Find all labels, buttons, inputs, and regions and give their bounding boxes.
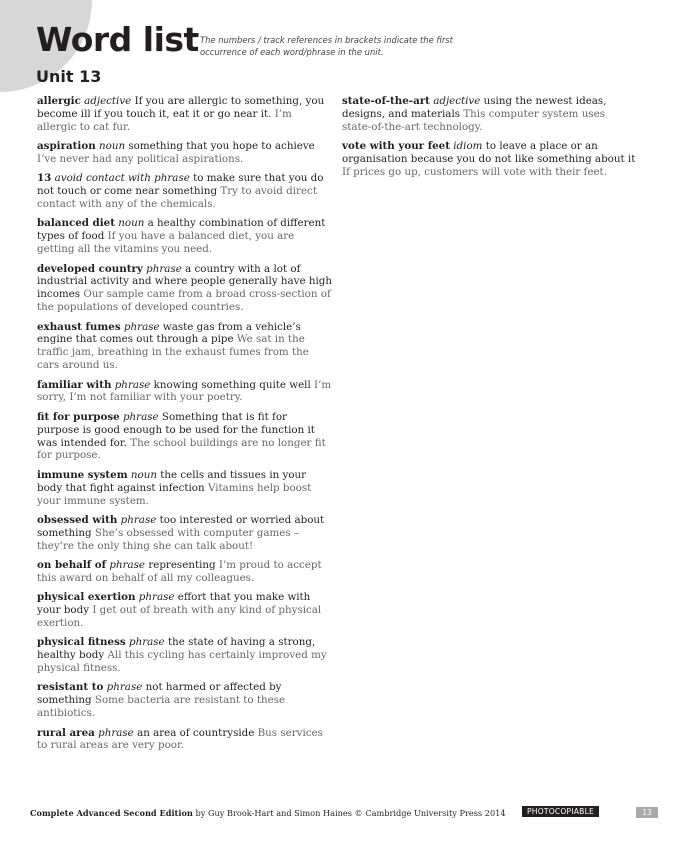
entry-headword: developed country <box>37 262 143 275</box>
entry-headword: vote with your feet <box>342 140 450 153</box>
word-entry <box>37 681 332 720</box>
word-entry <box>37 263 332 315</box>
entry-part-of-speech: phrase <box>109 559 146 571</box>
word-entry <box>37 469 332 508</box>
entry-headword: fit for purpose <box>37 410 120 423</box>
entry-part-of-speech: phrase <box>146 262 182 275</box>
entry-example: Our sample came from a broad cross-section of the populations of developed countries. <box>37 288 331 314</box>
entry-headword: state-of-the-art <box>342 95 430 107</box>
word-entry <box>37 727 332 753</box>
word-entry <box>342 95 637 134</box>
entry-part-of-speech: phrase <box>123 320 160 333</box>
word-entry <box>37 514 332 553</box>
word-entry <box>342 140 637 179</box>
entry-example: This computer system uses state-of-the-art technology. <box>342 107 605 133</box>
entry-example: If you have a balanced diet, you are getting all the vitamins you need. <box>37 230 295 256</box>
footer-credit-text: by Guy Brook-Hart and Simon Haines © Cambridge University Press 2014 <box>192 808 506 818</box>
entry-headword: physical exertion <box>37 591 136 604</box>
entry-definition: to make sure that you do not touch or come near something <box>37 172 324 198</box>
entry-example: I’m sorry, I’m not familiar with your poetry. <box>37 378 332 404</box>
word-entry <box>37 559 332 585</box>
entry-part-of-speech: phrase <box>106 681 143 694</box>
entry-definition: using the newest ideas, designs, and materials <box>342 95 607 120</box>
word-entry <box>37 636 332 675</box>
entry-definition: too interested or worried about something <box>37 513 325 539</box>
entry-example: The school buildings are no longer fit for purpose. <box>37 436 326 462</box>
header-note: The numbers / track references in brackets indicate the first occurrence of each word/phrase in the unit. <box>200 35 453 57</box>
word-entry <box>37 217 332 256</box>
entry-definition: knowing something quite well <box>153 378 311 391</box>
entry-headword: familiar with <box>37 378 112 391</box>
entry-definition: Something that is fit for purpose is good enough to be used for the function it was intended for. <box>37 410 315 449</box>
entry-headword: immune system <box>37 468 128 481</box>
word-list-right-column <box>342 95 637 185</box>
entry-definition: not harmed or affected by something <box>37 681 282 707</box>
word-entry <box>37 379 332 405</box>
entry-number: 13 <box>37 172 52 185</box>
entry-headword: exhaust fumes <box>37 320 121 333</box>
entry-example: Some bacteria are resistant to these antibiotics. <box>37 694 286 720</box>
entry-part-of-speech: noun <box>130 468 157 481</box>
entry-headword: physical fitness <box>37 636 126 649</box>
entry-definition: effort that you make with your body <box>37 591 311 617</box>
entry-part-of-speech: noun <box>98 140 126 153</box>
entry-part-of-speech: phrase <box>128 636 165 649</box>
word-list-left-column <box>37 95 332 759</box>
entry-definition: a country with a lot of industrial activity and where people generally have high incomes <box>37 262 333 301</box>
entry-definition: something that you hope to achieve <box>128 140 315 153</box>
entry-example: We sat in the traffic jam, breathing in the exhaust fumes from the cars around us. <box>37 333 309 372</box>
entry-example: I get out of breath with any kind of physical exertion. <box>37 604 322 630</box>
entry-example: All this cycling has certainly improved my physical fitness. <box>37 649 327 675</box>
entry-part-of-speech: phrase <box>138 591 175 604</box>
entry-part-of-speech: adjective <box>84 95 132 107</box>
entry-example: I’ve never had any political aspirations. <box>37 153 244 166</box>
word-entry <box>37 411 332 463</box>
entry-part-of-speech: idiom <box>453 140 483 153</box>
entry-headword: aspiration <box>37 140 96 153</box>
entry-part-of-speech: noun <box>118 217 145 230</box>
word-entry <box>37 95 332 134</box>
entry-example: Vitamins help boost your immune system. <box>37 481 312 507</box>
entry-part-of-speech: phrase <box>120 513 157 526</box>
entry-example: Bus services to rural areas are very poor. <box>37 726 323 752</box>
word-entry <box>37 140 332 166</box>
unit-heading: Unit 13 <box>36 67 102 86</box>
entry-definition: representing <box>148 559 216 571</box>
word-entry <box>37 172 332 211</box>
entry-part-of-speech: phrase <box>114 378 151 391</box>
entry-headword: rural area <box>37 726 95 739</box>
entry-part-of-speech: adjective <box>433 95 481 107</box>
word-entry <box>37 321 332 373</box>
entry-headword: resistant to <box>37 681 104 694</box>
entry-definition: waste gas from a vehicle’s engine that comes out through a pipe <box>37 320 301 346</box>
entry-headword: balanced diet <box>37 217 115 230</box>
entry-definition: If you are allergic to something, you become ill if you touch it, eat it or go near it. <box>37 95 325 120</box>
entry-example: I’m proud to accept this award on behalf of all my colleagues. <box>37 559 322 584</box>
page-number: 13 <box>636 807 658 818</box>
entry-example: I’m allergic to cat fur. <box>37 107 292 133</box>
entry-part-of-speech: phrase <box>98 726 134 739</box>
entry-headword: allergic <box>37 95 81 107</box>
entry-example: She’s obsessed with computer games – they’re the only thing she can talk about! <box>37 526 300 552</box>
entry-example: Try to avoid direct contact with any of the chemicals. <box>37 185 317 211</box>
entry-headword: avoid contact with <box>54 172 151 185</box>
photocopiable-badge: PHOTOCOPIABLE <box>522 806 599 817</box>
entry-part-of-speech: phrase <box>154 172 190 185</box>
entry-example: If prices go up, customers will vote with their feet. <box>342 165 607 178</box>
entry-headword: on behalf of <box>37 559 107 571</box>
entry-definition: to leave a place or an organisation because you do not like something about it <box>342 140 636 166</box>
page-title: Word list <box>36 20 199 59</box>
entry-headword: obsessed with <box>37 513 118 526</box>
footer-publication: Complete Advanced Second Edition <box>30 808 193 818</box>
entry-definition: an area of countryside <box>137 726 255 739</box>
word-entry <box>37 591 332 630</box>
entry-definition: the state of having a strong, healthy body <box>37 636 316 662</box>
entry-definition: the cells and tissues in your body that fight against infection <box>37 468 307 494</box>
entry-definition: a healthy combination of different types of food <box>37 217 326 243</box>
entry-part-of-speech: phrase <box>122 410 159 423</box>
footer-credit <box>30 808 506 818</box>
